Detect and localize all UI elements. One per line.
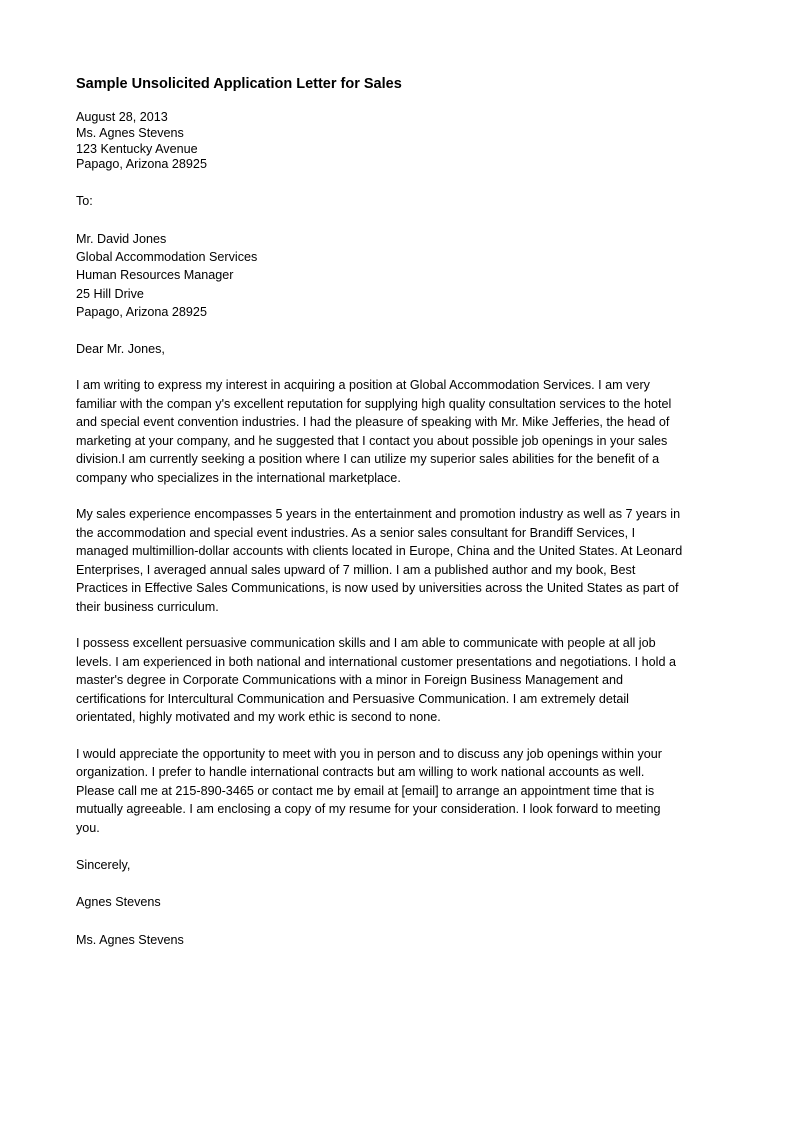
paragraph-line: familiar with the compan y's excellent reputation for supplying high quality consultation services to the hotel (76, 396, 672, 411)
sender-street: 123 Kentucky Avenue (76, 141, 198, 156)
paragraph-line: Enterprises, I averaged annual sales upward of 7 million. I am a published author and my book, Best (76, 562, 636, 577)
recipient-name: Mr. David Jones (76, 231, 167, 246)
salutation: Dear Mr. Jones, (76, 341, 165, 356)
paragraph-line: division.I am currently seeking a position where I can utilize my superior sales abilities for the benefit of a (76, 452, 660, 467)
paragraph-line: orientated, highly motivated and my work ethic is second to none. (76, 710, 441, 725)
recipient-address (76, 230, 716, 322)
letter-date: August 28, 2013 (76, 110, 168, 124)
letter-page (76, 74, 716, 949)
body-paragraph-2 (76, 505, 716, 616)
printed-name: Ms. Agnes Stevens (76, 932, 184, 947)
sender-address (76, 110, 716, 173)
paragraph-line: their business curriculum. (76, 599, 219, 614)
paragraph-line: you. (76, 820, 100, 835)
paragraph-line: Practices in Effective Sales Communications, is now used by universities across the United States as part of (76, 581, 679, 596)
paragraph-line: I would appreciate the opportunity to meet with you in person and to discuss any job openings within your (76, 746, 662, 761)
page-title: Sample Unsolicited Application Letter for Sales (76, 76, 402, 92)
paragraph-line: I am writing to express my interest in acquiring a position at Global Accommodation Services. I am very (76, 378, 650, 393)
paragraph-line: mutually agreeable. I am enclosing a copy of my resume for your consideration. I look forward to meeting (76, 802, 661, 817)
paragraph-line: managed multimillion-dollar accounts with clients located in Europe, China and the United States. At Leonard (76, 544, 683, 559)
paragraph-line: organization. I prefer to handle international contracts but am willing to work national accounts as well. (76, 765, 645, 780)
signature: Agnes Stevens (76, 895, 161, 910)
body-paragraph-3 (76, 634, 716, 727)
closing: Sincerely, (76, 858, 131, 873)
sender-city: Papago, Arizona 28925 (76, 157, 207, 172)
body-paragraph-1 (76, 376, 716, 487)
paragraph-line: marketing at your company, and he suggested that I contact you about possible job openings in your sales (76, 433, 668, 448)
recipient-company: Global Accommodation Services (76, 250, 258, 264)
body-paragraph-4 (76, 745, 716, 838)
paragraph-line: and special event convention industries. I had the pleasure of speaking with Mr. Mike Jefferies, the head of (76, 415, 670, 430)
paragraph-line: Please call me at 215-890-3465 or contact me by email at [email] to arrange an appointment time that is (76, 783, 655, 798)
recipient-title: Human Resources Manager (76, 268, 234, 283)
recipient-city: Papago, Arizona 28925 (76, 305, 207, 320)
paragraph-line: the accommodation and special event industries. As a senior sales consultant for Brandiff Services, I (76, 525, 636, 540)
paragraph-line: I possess excellent persuasive communication skills and I am able to communicate with people at all job (76, 636, 656, 651)
recipient-street: 25 Hill Drive (76, 286, 144, 301)
paragraph-line: master's degree in Corporate Communications with a minor in Foreign Business Management and (76, 673, 623, 688)
paragraph-line: certifications for Intercultural Communication and Persuasive Communication. I am extremely detail (76, 691, 629, 706)
sender-name: Ms. Agnes Stevens (76, 125, 184, 140)
paragraph-line: company who specializes in the international marketplace. (76, 470, 401, 485)
paragraph-line: My sales experience encompasses 5 years in the entertainment and promotion industry as well as 7 years in (76, 507, 681, 522)
paragraph-line: levels. I am experienced in both national and international customer presentations and negotiations. I hold a (76, 654, 676, 669)
to-label: To: (76, 194, 93, 209)
